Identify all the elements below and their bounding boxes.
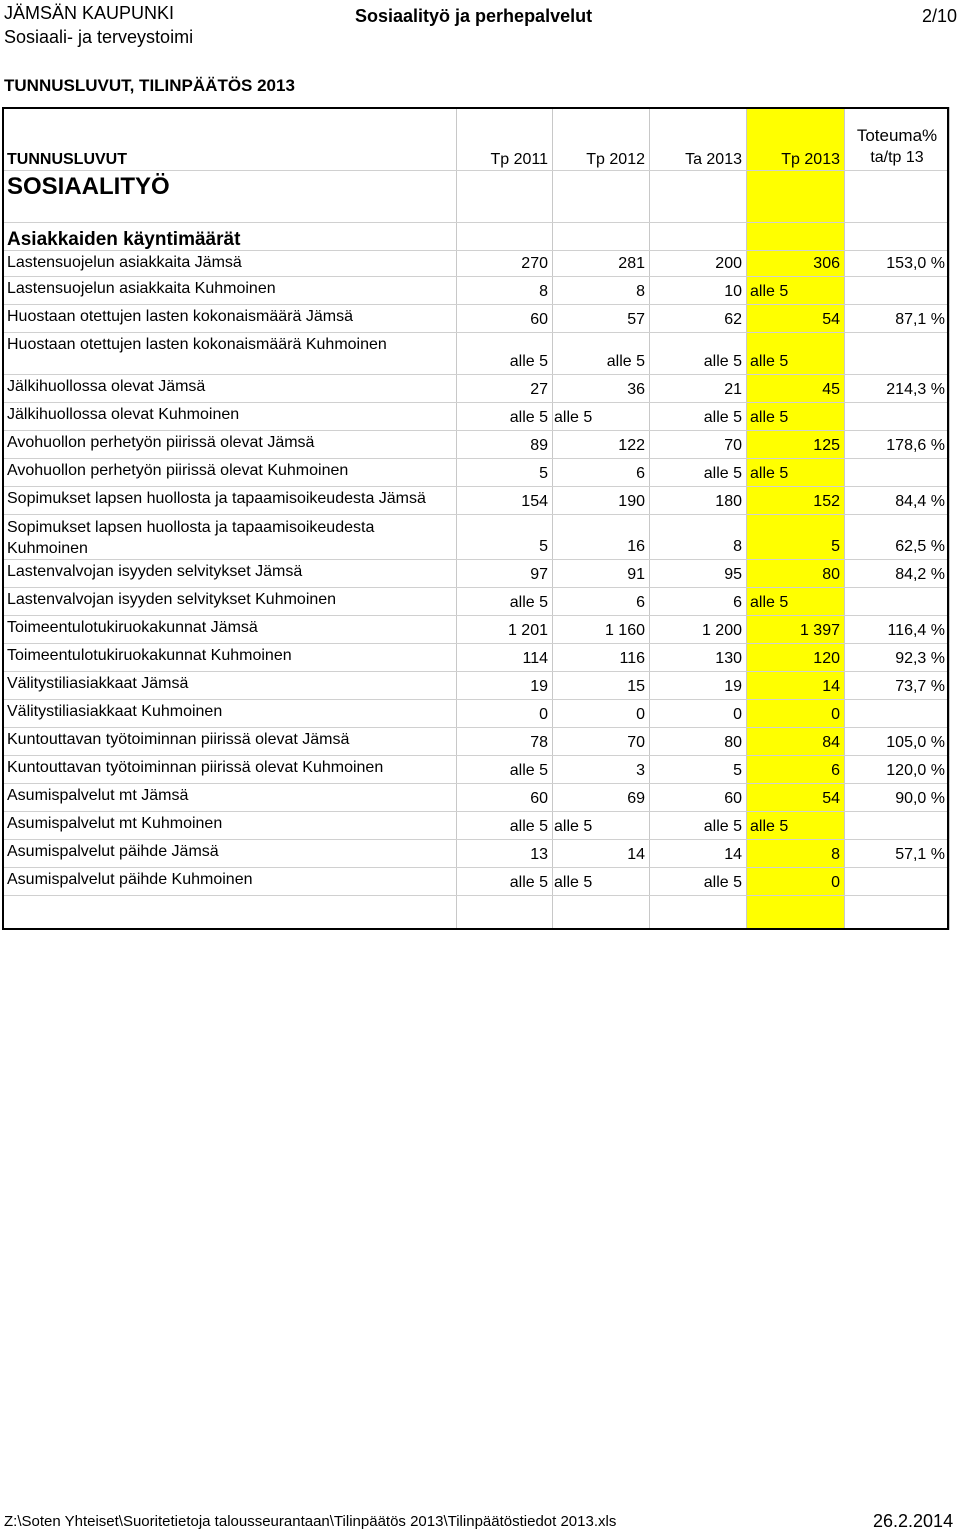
cell-tp2012: 1 160 — [553, 615, 650, 643]
cell-tp2013: 6 — [747, 755, 845, 783]
cell-pct: 105,0 % — [845, 727, 950, 755]
cell-tp2011: 13 — [457, 839, 553, 867]
cell-tp2012: 3 — [553, 755, 650, 783]
cell-pct: 178,6 % — [845, 430, 950, 458]
cell-tp2011: alle 5 — [457, 867, 553, 895]
cell-pct: 84,2 % — [845, 559, 950, 587]
cell-tp2013: 0 — [747, 867, 845, 895]
cell-ta2013: alle 5 — [650, 458, 747, 486]
cell-tp2012: alle 5 — [553, 332, 650, 374]
row-label: Kuntouttavan työtoiminnan piirissä olevat Jämsä — [3, 727, 457, 755]
cell-pct: 57,1 % — [845, 839, 950, 867]
cell-tp2012: 190 — [553, 486, 650, 514]
cell-tp2012: alle 5 — [553, 402, 650, 430]
row-label: Jälkihuollossa olevat Jämsä — [3, 374, 457, 402]
cell-ta2013: alle 5 — [650, 811, 747, 839]
cell-tp2013: 0 — [747, 699, 845, 727]
cell-tp2013: 8 — [747, 839, 845, 867]
row-label: Sopimukset lapsen huollosta ja tapaamisoikeudesta Jämsä — [3, 486, 457, 514]
cell-ta2013: alle 5 — [650, 332, 747, 374]
cell-ta2013: 200 — [650, 250, 747, 276]
cell-tp2013: 84 — [747, 727, 845, 755]
cell-ta2013: 1 200 — [650, 615, 747, 643]
cell-tp2013: 306 — [747, 250, 845, 276]
cell-pct: 153,0 % — [845, 250, 950, 276]
cell-tp2011: alle 5 — [457, 811, 553, 839]
cell-tp2011: 8 — [457, 276, 553, 304]
row-label: Sopimukset lapsen huollosta ja tapaamisoikeudesta Kuhmoinen — [3, 514, 457, 559]
row-label: Jälkihuollossa olevat Kuhmoinen — [3, 402, 457, 430]
cell-tp2013: 80 — [747, 559, 845, 587]
row-label: Lastensuojelun asiakkaita Kuhmoinen — [3, 276, 457, 304]
cell-tp2011: 154 — [457, 486, 553, 514]
cell-tp2011: 78 — [457, 727, 553, 755]
row-label: Toimeentulotukiruokakunnat Jämsä — [3, 615, 457, 643]
row-label: Avohuollon perhetyön piirissä olevat Kuhmoinen — [3, 458, 457, 486]
row-label: Asumispalvelut päihde Kuhmoinen — [3, 867, 457, 895]
cell-pct: 214,3 % — [845, 374, 950, 402]
cell-pct: 120,0 % — [845, 755, 950, 783]
cell-tp2012: 91 — [553, 559, 650, 587]
cell-tp2012: 122 — [553, 430, 650, 458]
cell-tp2013: alle 5 — [747, 332, 845, 374]
cell-tp2012: 15 — [553, 671, 650, 699]
cell-tp2013: 14 — [747, 671, 845, 699]
row-label: Huostaan otettujen lasten kokonaismäärä Jämsä — [3, 304, 457, 332]
cell-tp2011: 114 — [457, 643, 553, 671]
cell-tp2012: 16 — [553, 514, 650, 559]
cell-ta2013: 130 — [650, 643, 747, 671]
row-label: Asumispalvelut mt Jämsä — [3, 783, 457, 811]
cell-pct: 62,5 % — [845, 514, 950, 559]
row-label: Lastenvalvojan isyyden selvitykset Kuhmoinen — [3, 587, 457, 615]
cell-tp2013: 1 397 — [747, 615, 845, 643]
footer-date: 26.2.2014 — [873, 1511, 954, 1531]
cell-tp2011: 5 — [457, 458, 553, 486]
row-label: Asumispalvelut päihde Jämsä — [3, 839, 457, 867]
cell-tp2012: 6 — [553, 458, 650, 486]
cell-tp2011: 19 — [457, 671, 553, 699]
cell-tp2012: 14 — [553, 839, 650, 867]
footer-file-path: Z:\Soten Yhteiset\Suoritetietoja talousseurantaan\Tilinpäätös 2013\Tilinpäätöstiedot 2013.xls — [4, 1513, 617, 1530]
cell-tp2013: 152 — [747, 486, 845, 514]
label-column-header: TUNNUSLUVUT — [3, 107, 457, 170]
cell-tp2012: 116 — [553, 643, 650, 671]
cell-tp2013: alle 5 — [747, 458, 845, 486]
page-number: 2/10 — [922, 6, 958, 26]
cell-tp2012: 281 — [553, 250, 650, 276]
row-label: Lastensuojelun asiakkaita Jämsä — [3, 250, 457, 276]
cell-pct: 92,3 % — [845, 643, 950, 671]
col-header-tp2012: Tp 2012 — [553, 107, 650, 170]
cell-tp2011: 97 — [457, 559, 553, 587]
cell-tp2013: 54 — [747, 304, 845, 332]
pct-header-line2: ta/tp 13 — [870, 148, 924, 166]
cell-tp2011: 60 — [457, 783, 553, 811]
cell-tp2013: 45 — [747, 374, 845, 402]
cell-tp2011: 1 201 — [457, 615, 553, 643]
cell-ta2013: 60 — [650, 783, 747, 811]
table-frame — [2, 107, 949, 930]
row-label: Toimeentulotukiruokakunnat Kuhmoinen — [3, 643, 457, 671]
cell-ta2013: 95 — [650, 559, 747, 587]
cell-tp2011: 27 — [457, 374, 553, 402]
cell-tp2013: alle 5 — [747, 402, 845, 430]
cell-ta2013: 0 — [650, 699, 747, 727]
group-title: Asiakkaiden käyntimäärät — [3, 222, 457, 250]
cell-tp2011: 89 — [457, 430, 553, 458]
cell-ta2013: 19 — [650, 671, 747, 699]
cell-ta2013: 10 — [650, 276, 747, 304]
col-header-tp2013: Tp 2013 — [747, 107, 845, 170]
cell-pct: 87,1 % — [845, 304, 950, 332]
cell-tp2011: 5 — [457, 514, 553, 559]
row-label: Avohuollon perhetyön piirissä olevat Jämsä — [3, 430, 457, 458]
section-title: SOSIAALITYÖ — [3, 170, 457, 222]
document-title: Sosiaalityö ja perhepalvelut — [355, 6, 593, 26]
org-name: JÄMSÄN KAUPUNKI — [4, 3, 175, 23]
department-name: Sosiaali- ja terveystoimi — [4, 27, 194, 47]
cell-tp2012: 36 — [553, 374, 650, 402]
cell-ta2013: alle 5 — [650, 402, 747, 430]
cell-tp2013: 5 — [747, 514, 845, 559]
cell-tp2013: alle 5 — [747, 276, 845, 304]
row-label: Lastenvalvojan isyyden selvitykset Jämsä — [3, 559, 457, 587]
cell-pct: 73,7 % — [845, 671, 950, 699]
cell-tp2012: 69 — [553, 783, 650, 811]
pct-header-line1: Toteuma% — [856, 125, 938, 145]
cell-tp2011: alle 5 — [457, 587, 553, 615]
col-header-ta2013: Ta 2013 — [650, 107, 747, 170]
cell-tp2013: alle 5 — [747, 587, 845, 615]
cell-pct: 116,4 % — [845, 615, 950, 643]
cell-tp2011: alle 5 — [457, 332, 553, 374]
cell-tp2012: 8 — [553, 276, 650, 304]
cell-tp2012: alle 5 — [553, 867, 650, 895]
row-label: Välitystiliasiakkaat Jämsä — [3, 671, 457, 699]
cell-tp2011: 60 — [457, 304, 553, 332]
cell-ta2013: 5 — [650, 755, 747, 783]
cell-tp2013: 54 — [747, 783, 845, 811]
cell-ta2013: 70 — [650, 430, 747, 458]
cell-ta2013: 80 — [650, 727, 747, 755]
cell-tp2013: 120 — [747, 643, 845, 671]
cell-ta2013: 8 — [650, 514, 747, 559]
cell-ta2013: 14 — [650, 839, 747, 867]
cell-tp2013: 125 — [747, 430, 845, 458]
row-label: Välitystiliasiakkaat Kuhmoinen — [3, 699, 457, 727]
cell-ta2013: 62 — [650, 304, 747, 332]
cell-ta2013: 21 — [650, 374, 747, 402]
cell-tp2011: alle 5 — [457, 402, 553, 430]
cell-tp2011: 270 — [457, 250, 553, 276]
cell-tp2012: 70 — [553, 727, 650, 755]
cell-pct: 84,4 % — [845, 486, 950, 514]
cell-tp2012: 57 — [553, 304, 650, 332]
row-label: Huostaan otettujen lasten kokonaismäärä Kuhmoinen — [3, 332, 457, 374]
row-label: Asumispalvelut mt Kuhmoinen — [3, 811, 457, 839]
cell-tp2012: alle 5 — [553, 811, 650, 839]
cell-tp2013: alle 5 — [747, 811, 845, 839]
cell-ta2013: alle 5 — [650, 867, 747, 895]
cell-pct: 90,0 % — [845, 783, 950, 811]
cell-tp2012: 6 — [553, 587, 650, 615]
cell-tp2011: 0 — [457, 699, 553, 727]
col-header-tp2011: Tp 2011 — [457, 107, 553, 170]
cell-ta2013: 6 — [650, 587, 747, 615]
cell-tp2012: 0 — [553, 699, 650, 727]
cell-tp2011: alle 5 — [457, 755, 553, 783]
report-subtitle: TUNNUSLUVUT, TILINPÄÄTÖS 2013 — [4, 76, 295, 95]
row-label: Kuntouttavan työtoiminnan piirissä olevat Kuhmoinen — [3, 755, 457, 783]
cell-ta2013: 180 — [650, 486, 747, 514]
